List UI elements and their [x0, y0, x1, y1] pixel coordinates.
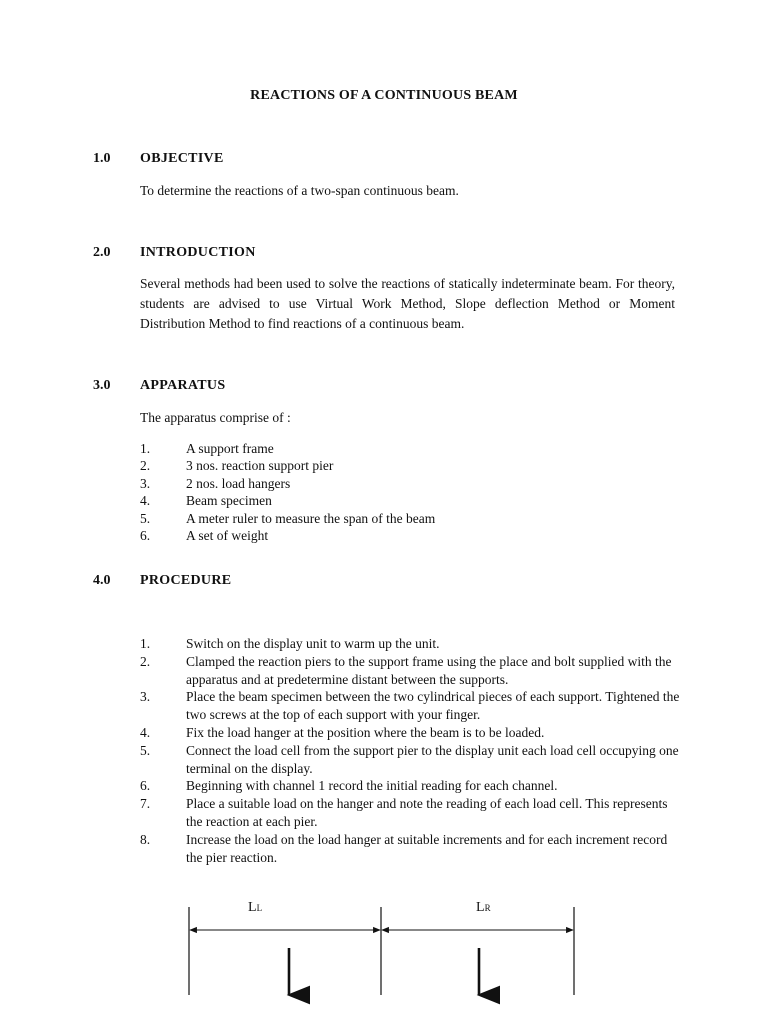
document-title: REACTIONS OF A CONTINUOUS BEAM — [250, 88, 518, 103]
section-heading-procedure: PROCEDURE — [140, 573, 232, 588]
list-item-text: A meter ruler to measure the span of the beam — [186, 510, 436, 526]
list-item-number: 6. — [140, 778, 151, 794]
right-span-label: LR — [476, 900, 491, 915]
list-item-text: Clamped the reaction piers to the support frame using the place and bolt supplied with the apparatus and at predetermine distant between the supports. — [186, 653, 672, 687]
list-item-number: 2. — [140, 653, 151, 669]
list-item-number: 4. — [140, 724, 151, 740]
list-item-number: 1. — [140, 441, 151, 456]
list-item-number: 6. — [140, 528, 151, 544]
section-number-apparatus: 3.0 — [93, 378, 111, 393]
list-item-text: A set of weight — [186, 528, 269, 544]
section-number-objective: 1.0 — [93, 151, 111, 166]
list-item-text: Switch on the display unit to warm up the unit. — [186, 636, 440, 651]
list-item-text: 3 nos. reaction support pier — [186, 458, 334, 474]
list-item-text: Beam specimen — [186, 493, 272, 509]
list-item-text: Fix the load hanger at the position where the beam is to be loaded. — [186, 724, 545, 740]
list-item-text: Increase the load on the load hanger at suitable increments and for each increment record the pier reaction. — [186, 831, 668, 865]
section-number-procedure: 4.0 — [93, 573, 111, 588]
list-item-number: 8. — [140, 831, 151, 847]
apparatus-intro: The apparatus comprise of : — [140, 410, 291, 425]
introduction-text: Several methods had been used to solve the reactions of statically indeterminate beam. For theory, students are advised to use Virtual Work Method, Slope deflection Method or Moment Distribution Method to find reactions of a continuous beam. — [140, 276, 675, 331]
list-item-text: Connect the load cell from the support pier to the display unit each load cell occupying one terminal on the display. — [186, 742, 679, 776]
section-number-introduction: 2.0 — [93, 245, 111, 260]
list-item-number: 2. — [140, 458, 151, 474]
list-item-text: Place a suitable load on the hanger and note the reading of each load cell. This represents the reaction at each pier. — [186, 796, 668, 829]
list-item-text: Beginning with channel 1 record the initial reading for each channel. — [186, 778, 558, 794]
list-item-text: 2 nos. load hangers — [186, 475, 291, 491]
section-heading-objective: OBJECTIVE — [140, 151, 224, 166]
objective-text: To determine the reactions of a two-span continuous beam. — [140, 183, 459, 198]
list-item-number: 1. — [140, 636, 151, 651]
list-item-number: 3. — [140, 475, 151, 491]
list-item-text: Place the beam specimen between the two cylindrical pieces of each support. Tightened the two screws at the top of each support with your finger. — [186, 689, 680, 723]
section-heading-introduction: INTRODUCTION — [140, 245, 256, 260]
list-item-text: A support frame — [186, 441, 274, 456]
left-span-label: LL — [248, 900, 263, 915]
section-heading-apparatus: APPARATUS — [140, 378, 226, 393]
list-item-number: 7. — [140, 796, 151, 812]
list-item-number: 5. — [140, 742, 151, 758]
list-item-number: 4. — [140, 493, 151, 509]
list-item-number: 5. — [140, 510, 151, 526]
list-item-number: 3. — [140, 689, 151, 705]
